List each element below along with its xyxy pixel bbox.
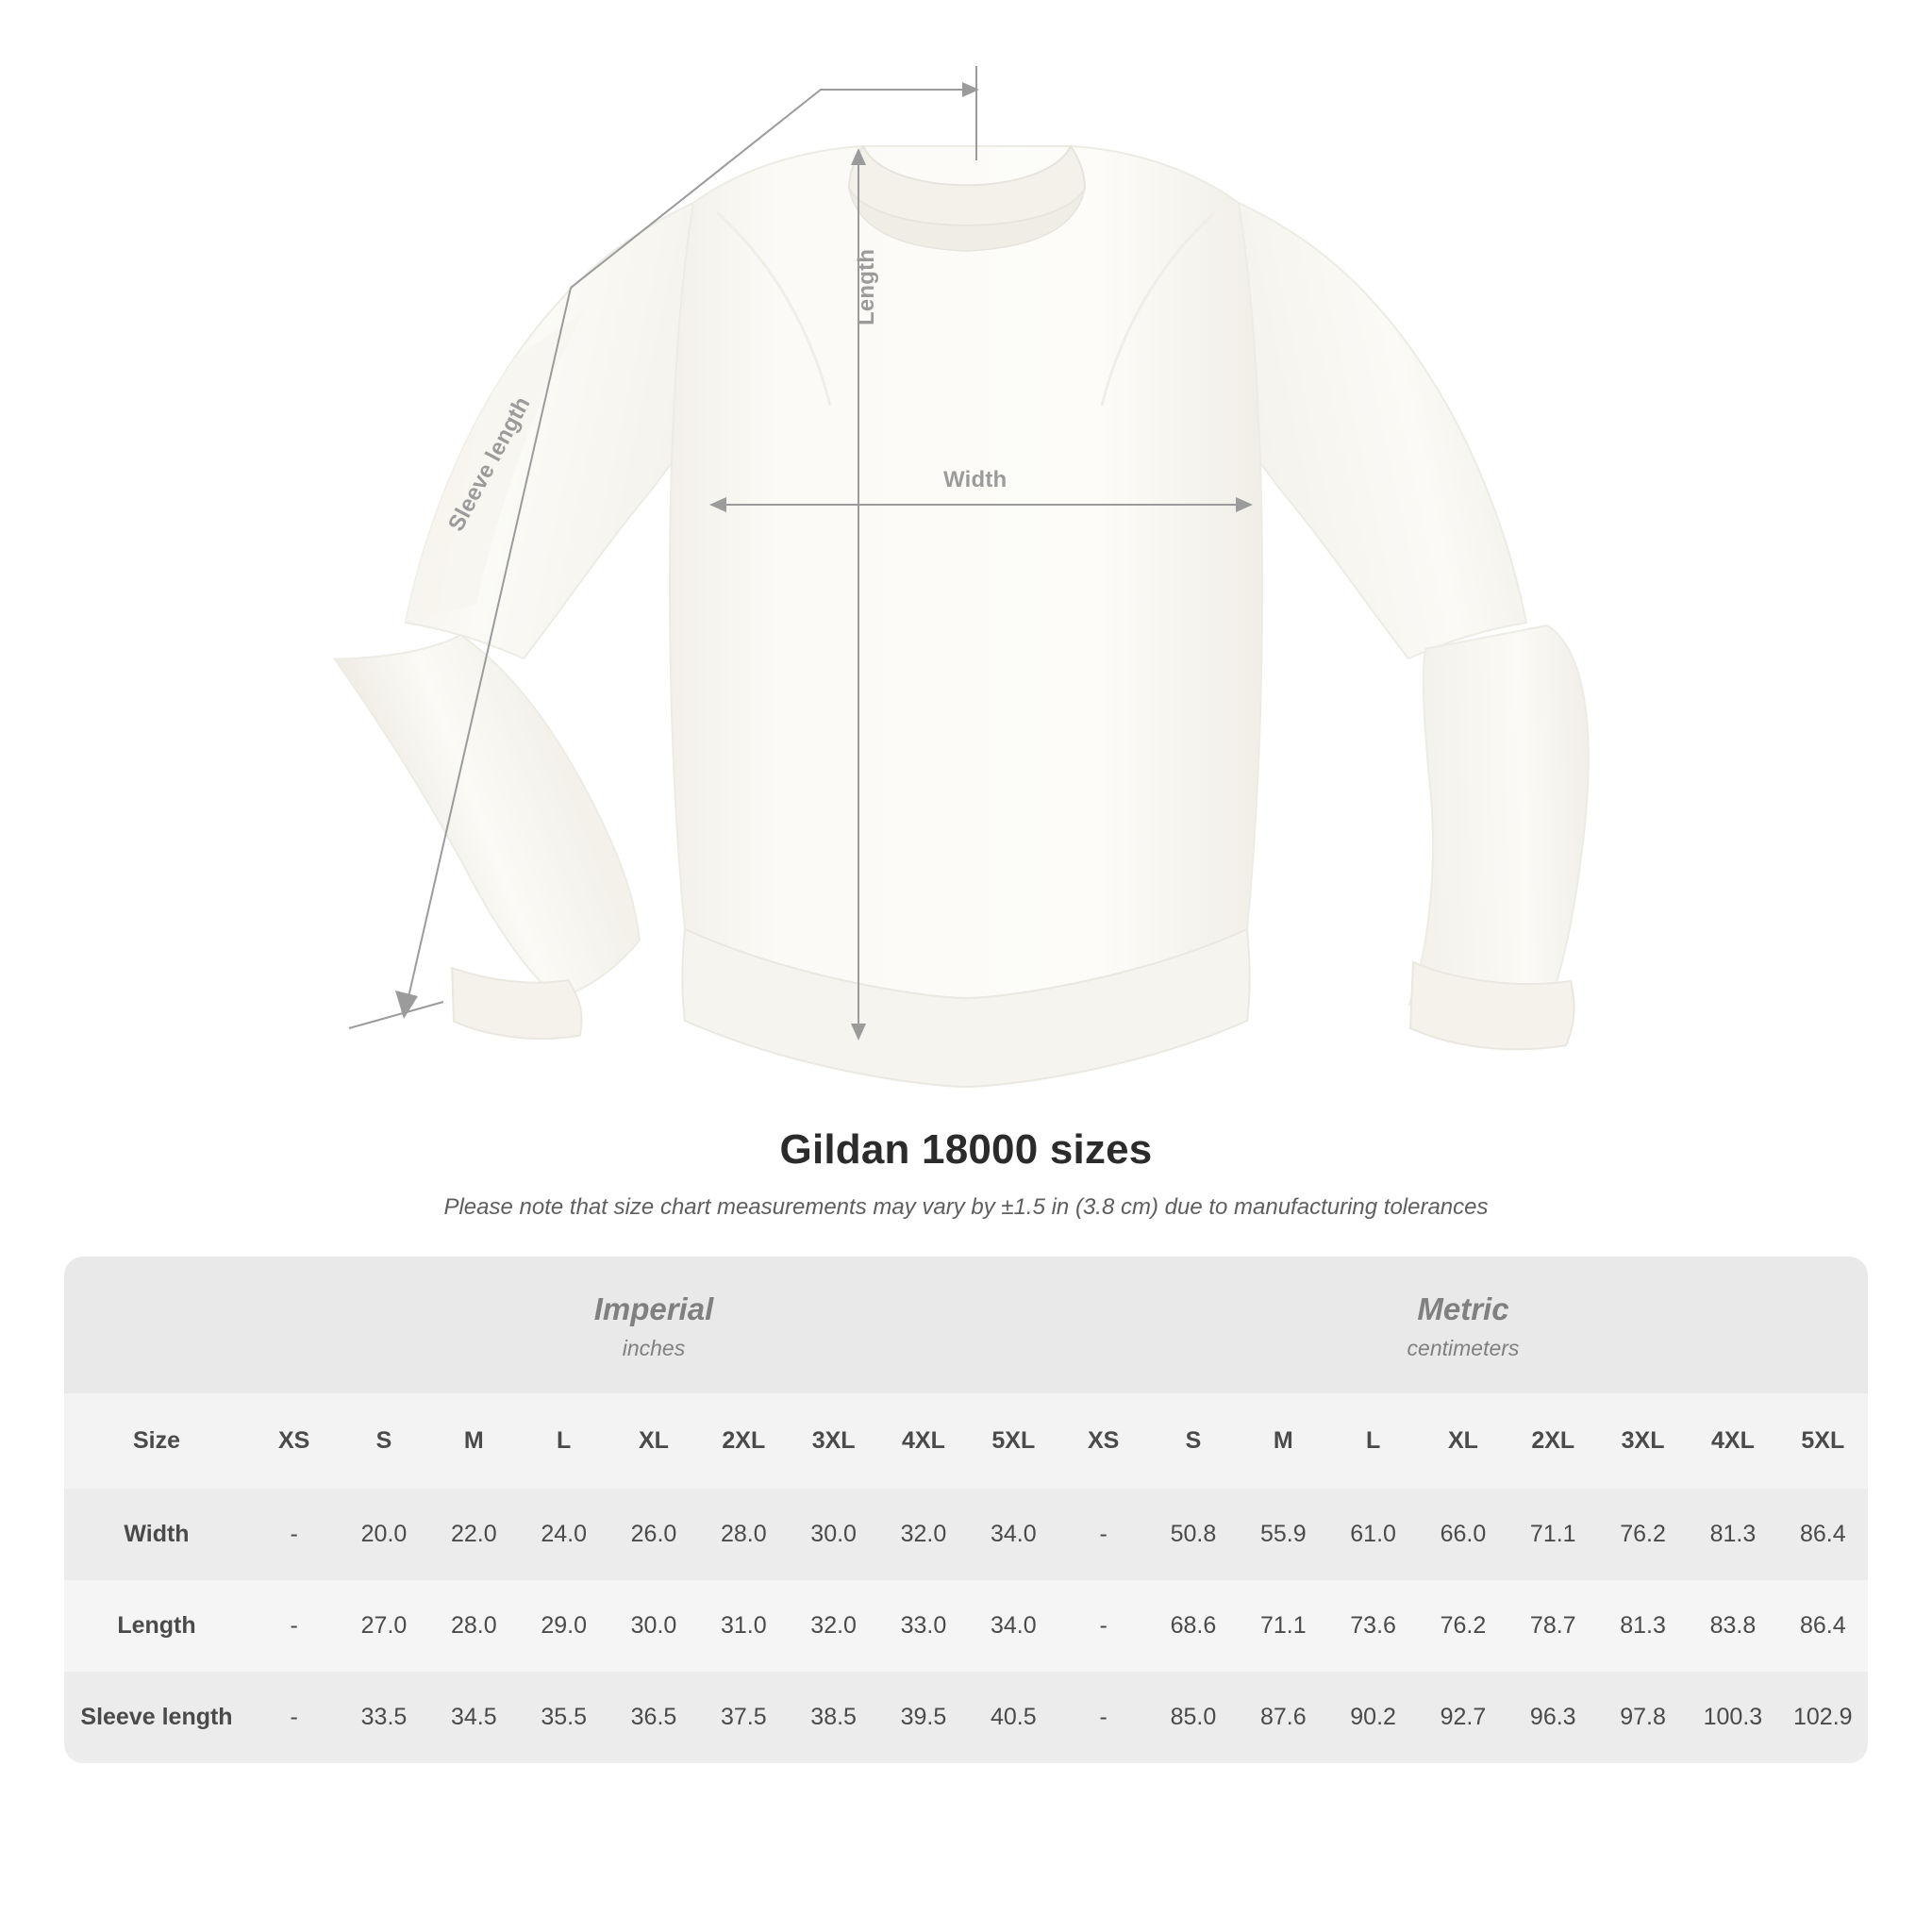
cell-length: - [249,1580,339,1672]
cell-length: 86.4 [1778,1580,1868,1672]
cell-sleeve: 92.7 [1418,1672,1507,1763]
cell-sleeve: 37.5 [699,1672,789,1763]
cell-length: - [1058,1580,1148,1672]
cell-width: 24.0 [519,1489,608,1580]
unit-header-imperial [249,1257,1058,1393]
row-label-sleeve-length: Sleeve length [64,1672,249,1763]
row-label-length: Length [64,1580,249,1672]
unit-header-metric [1058,1257,1868,1393]
table-row [64,1489,1868,1580]
cell-sleeve: 40.5 [969,1672,1058,1763]
cell-sleeve: 85.0 [1148,1672,1238,1763]
cell-width: 66.0 [1418,1489,1507,1580]
cell-width: 55.9 [1239,1489,1328,1580]
cell-sleeve: - [1058,1672,1148,1763]
size-header-cell: L [1328,1393,1418,1489]
cell-width: 71.1 [1508,1489,1598,1580]
unit-header-row [64,1257,1868,1393]
cell-length: 30.0 [608,1580,698,1672]
cell-sleeve: 39.5 [878,1672,968,1763]
cell-length: 34.0 [969,1580,1058,1672]
cell-length: 78.7 [1508,1580,1598,1672]
cell-sleeve: 34.5 [429,1672,519,1763]
unit-sub-metric: centimeters [1407,1335,1520,1360]
sleeve-length-dimension-label: Sleeve length [443,392,536,536]
size-header-cell: 3XL [1598,1393,1688,1489]
size-header-cell: M [429,1393,519,1489]
cell-length: 71.1 [1239,1580,1328,1672]
cell-sleeve: 90.2 [1328,1672,1418,1763]
cell-sleeve: 35.5 [519,1672,608,1763]
cell-length: 81.3 [1598,1580,1688,1672]
width-dimension-label: Width [943,467,1008,492]
cell-length: 29.0 [519,1580,608,1672]
size-header-cell: XL [608,1393,698,1489]
unit-sub-imperial: inches [622,1335,686,1360]
title-block [0,1126,1932,1221]
length-dimension-label: Length [854,248,879,325]
size-header-cell: S [339,1393,428,1489]
cell-width: 20.0 [339,1489,428,1580]
table-row [64,1672,1868,1763]
cell-sleeve: 87.6 [1239,1672,1328,1763]
size-header-cell: 3XL [789,1393,878,1489]
cell-length: 32.0 [789,1580,878,1672]
cell-sleeve: 36.5 [608,1672,698,1763]
size-header-cell: M [1239,1393,1328,1489]
cell-width: 76.2 [1598,1489,1688,1580]
size-header-cell: S [1148,1393,1238,1489]
cell-sleeve: 102.9 [1778,1672,1868,1763]
size-header-label: Size [64,1393,249,1489]
size-header-cell: XS [249,1393,339,1489]
cell-width: 61.0 [1328,1489,1418,1580]
cell-length: 73.6 [1328,1580,1418,1672]
cell-width: 86.4 [1778,1489,1868,1580]
size-header-cell: 5XL [1778,1393,1868,1489]
cell-width: 32.0 [878,1489,968,1580]
size-header-cell: XL [1418,1393,1507,1489]
size-table [64,1257,1868,1763]
cell-width: 30.0 [789,1489,878,1580]
cell-sleeve: 97.8 [1598,1672,1688,1763]
unit-header-spacer [64,1257,249,1393]
cell-length: 27.0 [339,1580,428,1672]
cell-length: 68.6 [1148,1580,1238,1672]
cell-sleeve: 100.3 [1688,1672,1777,1763]
size-header-cell: L [519,1393,608,1489]
size-header-cell: 4XL [878,1393,968,1489]
cell-sleeve: 96.3 [1508,1672,1598,1763]
size-table-wrapper [64,1257,1868,1763]
cell-sleeve: 38.5 [789,1672,878,1763]
unit-name-imperial: Imperial [593,1291,714,1326]
cell-width: 50.8 [1148,1489,1238,1580]
cell-width: 22.0 [429,1489,519,1580]
tolerance-note: Please note that size chart measurements may vary by ±1.5 in (3.8 cm) due to manufacturing tolerances [443,1194,1489,1220]
size-header-cell: 2XL [699,1393,789,1489]
unit-name-metric: Metric [1417,1291,1509,1326]
row-label-width: Width [64,1489,249,1580]
cell-sleeve: - [249,1672,339,1763]
cell-width: 28.0 [699,1489,789,1580]
cell-length: 31.0 [699,1580,789,1672]
cell-width: 34.0 [969,1489,1058,1580]
size-header-cell: 4XL [1688,1393,1777,1489]
cell-width: - [249,1489,339,1580]
size-header-cell: XS [1058,1393,1148,1489]
cell-length: 83.8 [1688,1580,1777,1672]
cell-length: 33.0 [878,1580,968,1672]
cell-sleeve: 33.5 [339,1672,428,1763]
table-row [64,1580,1868,1672]
cell-length: 76.2 [1418,1580,1507,1672]
cell-width: - [1058,1489,1148,1580]
cell-width: 26.0 [608,1489,698,1580]
size-header-cell: 5XL [969,1393,1058,1489]
size-header-cell: 2XL [1508,1393,1598,1489]
page-title: Gildan 18000 sizes [779,1126,1153,1173]
cell-width: 81.3 [1688,1489,1777,1580]
cell-length: 28.0 [429,1580,519,1672]
size-header-row [64,1393,1868,1489]
